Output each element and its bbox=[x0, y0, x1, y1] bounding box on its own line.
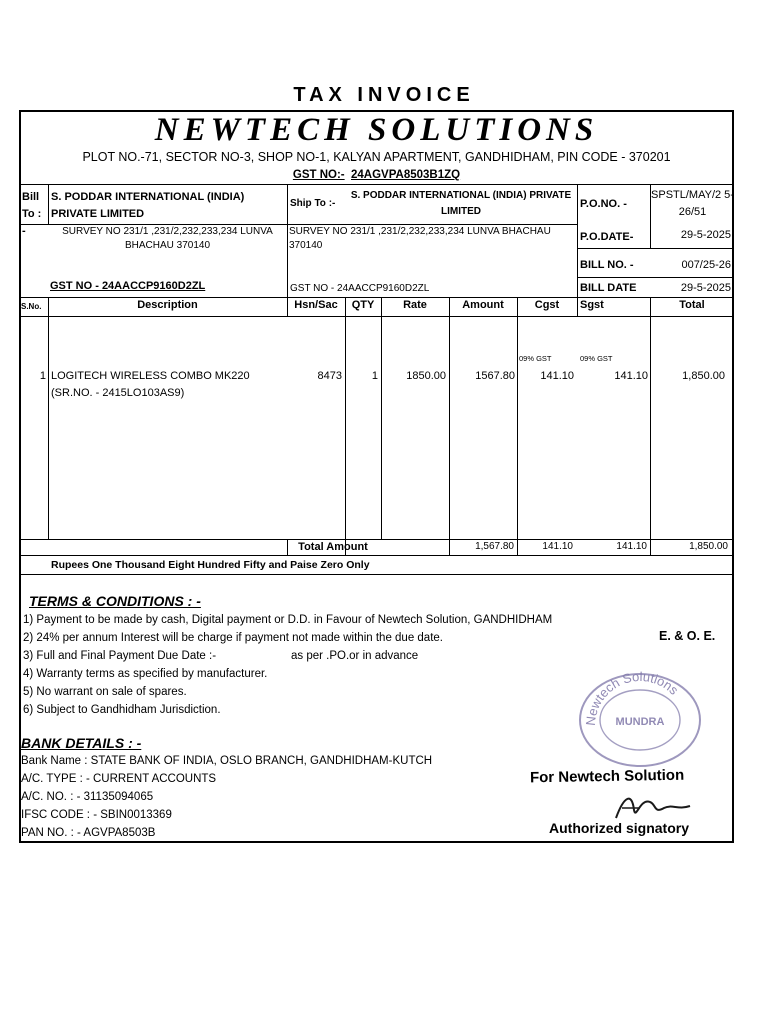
company-stamp bbox=[570, 668, 710, 768]
cgst-rate: 09% GST bbox=[519, 354, 552, 363]
terms-list bbox=[23, 611, 623, 719]
col-header-rate: Rate bbox=[403, 299, 427, 311]
terms-heading: TERMS & CONDITIONS : - bbox=[29, 593, 201, 609]
ship-to-label: Ship To :- bbox=[290, 198, 336, 209]
terms-item: 1) Payment to be made by cash, Digital payment or D.D. in Favour of Newtech Solution, GANDHIDHAM bbox=[23, 614, 553, 626]
item-qty: 1 bbox=[371, 370, 378, 382]
svg-text:Newtech Solutions: Newtech Solutions bbox=[582, 668, 682, 727]
sgst-rate: 09% GST bbox=[580, 354, 613, 363]
bank-details bbox=[21, 752, 541, 842]
terms-item: 4) Warranty terms as specified by manufacturer. bbox=[23, 668, 268, 680]
bill-to-gst: GST NO - 24AACCP9160D2ZL bbox=[50, 280, 206, 292]
bill-to-name: S. PODDAR INTERNATIONAL (INDIA) PRIVATE LIMITED bbox=[51, 191, 245, 220]
col-header-sno: S.No. bbox=[21, 302, 42, 311]
bill-date-label: BILL DATE bbox=[580, 282, 637, 294]
ship-to-gst: GST NO - 24AACCP9160D2ZL bbox=[290, 283, 430, 294]
item-total: 1,850.00 bbox=[682, 370, 725, 382]
item-amount: 1567.80 bbox=[475, 370, 515, 382]
company-gst-value: 24AGVPA8503B1ZQ bbox=[351, 169, 461, 181]
item-hsn: 8473 bbox=[317, 370, 342, 382]
item-sno: 1 bbox=[39, 370, 46, 382]
po-date-label: P.O.DATE- bbox=[580, 231, 634, 243]
for-company: For Newtech Solution bbox=[529, 766, 685, 787]
eoe-note: E. & O. E. bbox=[659, 629, 716, 643]
terms-item: 2) 24% per annum Interest will be charge if payment not made within the due date. bbox=[23, 632, 443, 644]
company-gst bbox=[19, 169, 734, 181]
amount-in-words: Rupees One Thousand Eight Hundred Fifty and Paise Zero Only bbox=[51, 559, 370, 571]
ifsc-row: IFSC CODE : - SBIN0013369 bbox=[21, 809, 172, 821]
ship-to-name: S. PODDAR INTERNATIONAL (INDIA) PRIVATE LIMITED bbox=[350, 190, 572, 217]
terms-item: 5) No warrant on sale of spares. bbox=[23, 686, 187, 698]
po-no-value: SPSTL/MAY/2 5-26/51 bbox=[651, 189, 734, 218]
total-cgst: 141.10 bbox=[542, 541, 573, 552]
authorized-signatory: Authorized signatory bbox=[549, 820, 690, 836]
account-no-row: A/C. NO. : - 31135094065 bbox=[21, 791, 154, 803]
bill-to-address: SURVEY NO 231/1 ,231/2,232,233,234 LUNVA BHACHAU 370140 bbox=[62, 226, 273, 251]
total-amount: 1,567.80 bbox=[475, 541, 514, 552]
ship-to-address: SURVEY NO 231/1 ,231/2,232,233,234 LUNVA BHACHAU 370140 bbox=[289, 226, 551, 251]
item-sgst: 141.10 bbox=[614, 370, 648, 382]
item-rate: 1850.00 bbox=[406, 370, 446, 382]
col-header-cgst: Cgst bbox=[534, 299, 560, 311]
bill-no-label: BILL NO. - bbox=[580, 259, 634, 271]
bill-no-value: 007/25-26 bbox=[681, 259, 731, 271]
svg-text:MUNDRA: MUNDRA bbox=[615, 716, 665, 728]
col-header-qty: QTY bbox=[351, 299, 375, 311]
account-type-row: A/C. TYPE : - CURRENT ACCOUNTS bbox=[21, 773, 217, 785]
bank-heading: BANK DETAILS : - bbox=[21, 735, 142, 751]
item-description: LOGITECH WIRELESS COMBO MK220 bbox=[51, 370, 250, 382]
col-header-hsn: Hsn/Sac bbox=[294, 299, 338, 311]
po-date-value: 29-5-2025 bbox=[680, 229, 731, 241]
item-cgst: 141.10 bbox=[540, 370, 574, 382]
signature-scribble bbox=[610, 788, 700, 824]
terms-item: 3) Full and Final Payment Due Date :- as per .PO.or in advance bbox=[23, 647, 623, 665]
company-address: PLOT NO.-71, SECTOR NO-3, SHOP NO-1, KALYAN APARTMENT, GANDHIDHAM, PIN CODE - 370201 bbox=[82, 150, 671, 164]
col-header-sgst: Sgst bbox=[580, 299, 604, 311]
total-sgst: 141.10 bbox=[616, 541, 647, 552]
terms-item3-suffix: as per .PO.or in advance bbox=[291, 650, 419, 662]
total-total: 1,850.00 bbox=[689, 541, 728, 552]
bank-name-row: Bank Name : STATE BANK OF INDIA, OSLO BRANCH, GANDHIDHAM-KUTCH bbox=[21, 755, 433, 767]
terms-item: 6) Subject to Gandhidham Jurisdiction. bbox=[23, 704, 221, 716]
col-header-description: Description bbox=[137, 299, 198, 311]
po-no-label: P.O.NO. - bbox=[580, 198, 627, 210]
document-title: TAX INVOICE bbox=[293, 84, 475, 106]
bill-date-value: 29-5-2025 bbox=[680, 282, 731, 294]
company-gst-label: GST NO:- bbox=[292, 169, 345, 181]
total-amount-label: Total Amount bbox=[298, 541, 368, 553]
col-header-total: Total bbox=[679, 299, 705, 311]
pan-row: PAN NO. : - AGVPA8503B bbox=[21, 827, 156, 839]
company-name: NEWTECH SOLUTIONS bbox=[154, 112, 599, 148]
col-header-amount: Amount bbox=[462, 299, 504, 311]
bill-to-label: Bill To : - bbox=[22, 191, 42, 237]
item-serial: (SR.NO. - 2415LO103AS9) bbox=[51, 387, 185, 399]
